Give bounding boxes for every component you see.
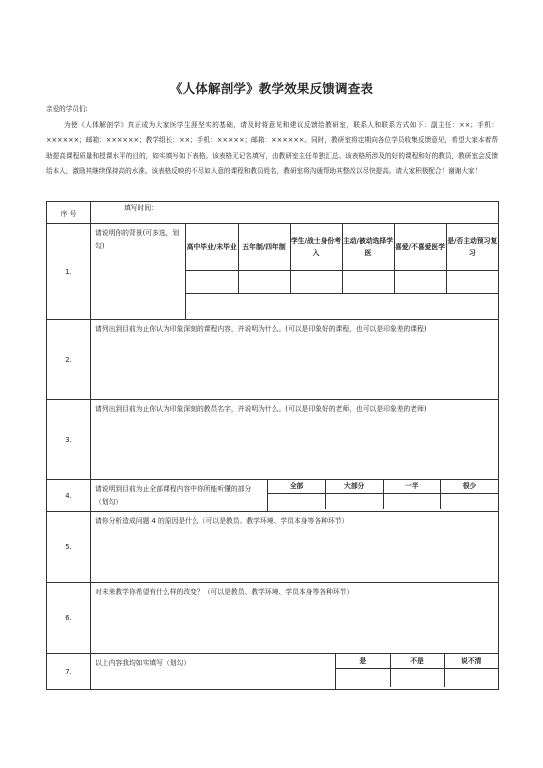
check-cell[interactable] bbox=[238, 270, 290, 293]
answer-area-3[interactable] bbox=[91, 400, 499, 480]
check-cell[interactable] bbox=[290, 270, 342, 293]
question-number: 2. bbox=[47, 320, 91, 400]
check-cell[interactable] bbox=[441, 493, 499, 509]
check-cell[interactable] bbox=[326, 493, 384, 509]
intro-section bbox=[46, 102, 498, 180]
question-row-7 bbox=[47, 654, 499, 690]
option-q4-4: 很少 bbox=[441, 480, 499, 493]
header-row bbox=[47, 202, 499, 224]
question-text: 请你分析造成问题 4 的原因是什么（可以是教员、教学环境、学员本身等各种环节） bbox=[95, 517, 349, 525]
option-q1-6: 是/否主动预习复习 bbox=[446, 224, 498, 270]
survey-table bbox=[46, 201, 499, 690]
question-row-2 bbox=[47, 320, 499, 400]
option-q7-2: 不是 bbox=[390, 654, 444, 668]
question-text: 以上内容我均如实填写（划勾） bbox=[91, 654, 336, 689]
check-cell[interactable] bbox=[342, 270, 394, 293]
greeting: 亲爱的学员们: bbox=[46, 105, 88, 113]
answer-area-2[interactable] bbox=[91, 320, 499, 400]
question-text: 请说明你的背景(可多选，划勾) bbox=[91, 224, 186, 319]
check-cell[interactable] bbox=[336, 668, 390, 687]
question-number: 1. bbox=[47, 224, 91, 320]
option-q1-1: 高中毕业/未毕业 bbox=[186, 224, 238, 270]
check-cell[interactable] bbox=[186, 270, 238, 293]
check-cell[interactable] bbox=[390, 668, 444, 687]
option-q1-3: 学生/战士身份考入 bbox=[290, 224, 342, 270]
option-q4-3: 一半 bbox=[383, 480, 441, 493]
option-q1-4: 主动/被动选择学医 bbox=[342, 224, 394, 270]
question-text: 请说明到目前为止全部课程内容中你所能听懂的部分（划勾） bbox=[91, 480, 268, 511]
option-q4-1: 全部 bbox=[268, 480, 326, 493]
question-text: 请列出到目前为止你认为印象深刻的课程内容，并说明为什么。(可以是印象好的课程，也可以是印象差的课程) bbox=[95, 325, 427, 333]
option-q7-3: 说不清 bbox=[444, 654, 498, 668]
answer-area-6[interactable] bbox=[91, 583, 499, 654]
question-row-4 bbox=[47, 480, 499, 512]
check-cell[interactable] bbox=[394, 270, 446, 293]
check-cell[interactable] bbox=[383, 493, 441, 509]
option-q4-2: 大部分 bbox=[326, 480, 384, 493]
question-row-1 bbox=[47, 224, 499, 320]
page-title: 《人体解剖学》教学效果反馈调查表 bbox=[169, 81, 374, 96]
question-number: 5. bbox=[47, 512, 91, 583]
question-row-3 bbox=[47, 400, 499, 480]
option-q7-1: 是 bbox=[336, 654, 390, 668]
check-cell[interactable] bbox=[444, 668, 498, 687]
col-no-header: 序 号 bbox=[47, 202, 91, 224]
answer-area-5[interactable] bbox=[91, 512, 499, 583]
question-number: 4. bbox=[47, 480, 91, 512]
question-row-5 bbox=[47, 512, 499, 583]
option-q1-5: 喜爱/不喜爱医学 bbox=[394, 224, 446, 270]
question-number: 6. bbox=[47, 583, 91, 654]
intro-paragraph: 为使《人体解剖学》真正成为大家医学生涯坚实的基础，请及时将意见和建议反馈给教研室，联系人和联系方式如下：副主任：××；手机：××××××；邮箱：××××××；教学组长：××；手机：×××××；邮箱：××××××。同时，教研室将定期向各位学员收集反馈意见，希望大家本着帮助提高课程质量和授课水平的目的，如实填写如下表格。该表格无记名填写，由教研室主任单独汇总。该表格所涉及的好的课程和好的教员，教研室会反馈给本人，激励其继续保持高的水准。该表格反映的不尽如人意的课程和教员姓名，教研室将沟通帮助其整改以尽快提高。请大家积极配合！谢谢大家！ bbox=[46, 120, 498, 175]
check-cell[interactable] bbox=[446, 270, 498, 293]
question-text: 请列出到目前为止你认为印象深刻的教员名字，并说明为什么。(可以是印象好的老师，也可以是印象差的老师) bbox=[95, 405, 427, 413]
option-q1-2: 五年制/四年制 bbox=[238, 224, 290, 270]
question-row-6 bbox=[47, 583, 499, 654]
check-cell[interactable] bbox=[268, 493, 326, 509]
question-number: 7. bbox=[47, 654, 91, 690]
fill-time-field[interactable]: 填写时间： bbox=[91, 202, 499, 224]
question-text: 对未来教学你希望有什么样的改变？（可以是教员、教学环境、学员本身等各种环节） bbox=[95, 588, 354, 596]
question-number: 3. bbox=[47, 400, 91, 480]
